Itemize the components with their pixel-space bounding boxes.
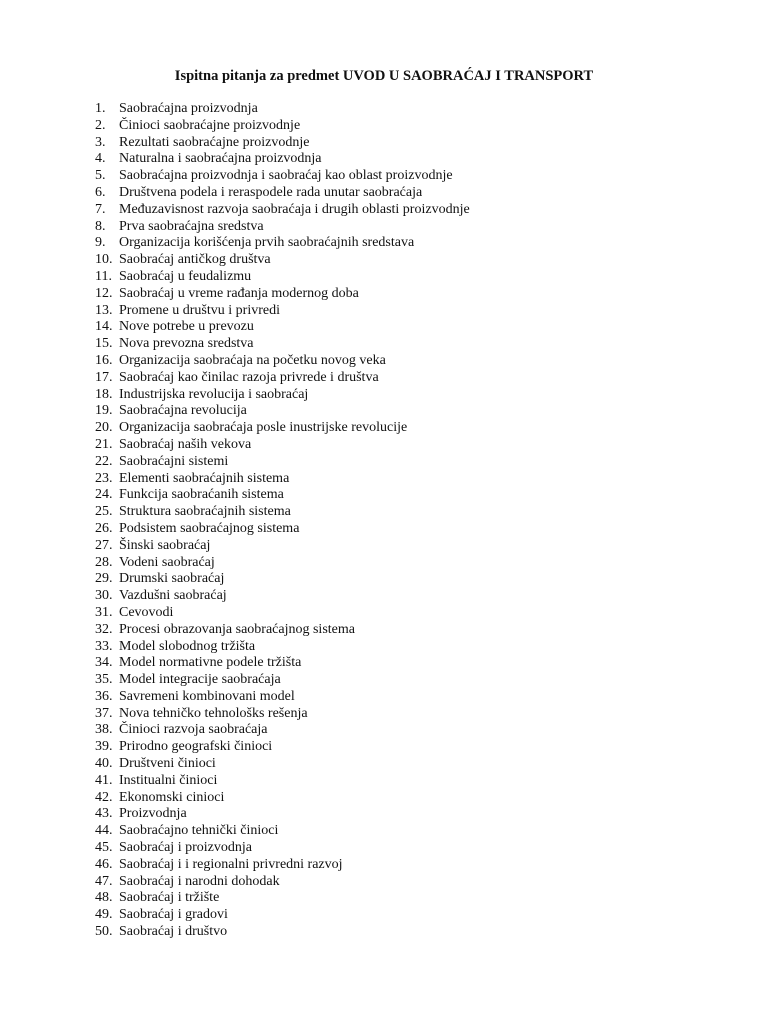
question-number: 35.: [95, 672, 113, 688]
list-item: [95, 454, 470, 471]
question-text: Elementi saobraćajnih sistema: [119, 470, 290, 486]
question-text: Nova tehničko tehnološks rešenja: [119, 705, 308, 721]
question-text: Društveni činioci: [119, 756, 216, 772]
question-number: 8.: [95, 218, 106, 234]
list-item: [95, 773, 470, 790]
list-item: [95, 303, 470, 320]
question-text: Međuzavisnost razvoja saobraćaja i drugih oblasti proizvodnje: [119, 201, 470, 217]
question-number: 1.: [95, 101, 106, 116]
question-text: Saobraćaj i gradovi: [119, 907, 228, 923]
question-text: Saobraćaj u feudalizmu: [119, 268, 252, 284]
question-text: Saobraćajna proizvodnja: [119, 101, 258, 116]
question-number: 47.: [95, 873, 113, 889]
list-item: [95, 823, 470, 840]
list-item: [95, 387, 470, 404]
question-text: Model integracije saobraćaja: [119, 672, 281, 688]
list-item: [95, 890, 470, 907]
question-text: Procesi obrazovanja saobraćajnog sistema: [119, 621, 355, 637]
list-item: [95, 622, 470, 639]
question-number: 26.: [95, 520, 113, 536]
list-item: [95, 403, 470, 420]
question-number: 34.: [95, 655, 113, 671]
question-text: Saobraćaj i tržište: [119, 890, 220, 906]
list-item: [95, 252, 470, 269]
question-text: Industrijska revolucija i saobraćaj: [119, 386, 309, 402]
list-item: [95, 521, 470, 538]
list-item: [95, 336, 470, 353]
list-item: [95, 168, 470, 185]
question-number: 24.: [95, 487, 113, 503]
list-item: [95, 185, 470, 202]
list-item: [95, 151, 470, 168]
question-number: 41.: [95, 772, 113, 788]
question-text: Promene u društvu i privredi: [119, 302, 280, 318]
question-number: 19.: [95, 403, 113, 419]
question-number: 20.: [95, 420, 113, 436]
question-text: Struktura saobraćajnih sistema: [119, 504, 291, 520]
list-item: [95, 806, 470, 823]
question-text: Rezultati saobraćajne proizvodnje: [119, 134, 310, 150]
list-item: [95, 924, 470, 941]
list-item: [95, 504, 470, 521]
list-item: [95, 672, 470, 689]
question-number: 49.: [95, 907, 113, 923]
question-number: 43.: [95, 806, 113, 822]
list-item: [95, 319, 470, 336]
question-number: 28.: [95, 554, 113, 570]
question-text: Saobraćaj i narodni dohodak: [119, 873, 280, 889]
question-text: Podsistem saobraćajnog sistema: [119, 520, 300, 536]
question-text: Organizacija korišćenja prvih saobraćajnih sredstava: [119, 235, 415, 251]
question-number: 33.: [95, 638, 113, 654]
question-text: Model slobodnog tržišta: [119, 638, 256, 654]
list-item: [95, 739, 470, 756]
question-text: Saobraćajna proizvodnja i saobraćaj kao oblast proizvodnje: [119, 168, 453, 184]
list-item: [95, 655, 470, 672]
list-item: [95, 370, 470, 387]
question-text: Nova prevozna sredstva: [119, 336, 254, 352]
question-text: Vodeni saobraćaj: [119, 554, 215, 570]
question-number: 29.: [95, 571, 113, 587]
list-item: [95, 588, 470, 605]
question-text: Model normativne podele tržišta: [119, 655, 302, 671]
list-item: [95, 571, 470, 588]
question-number: 16.: [95, 352, 113, 368]
question-text: Saobraćaj i proizvodnja: [119, 840, 252, 856]
list-item: [95, 857, 470, 874]
question-text: Funkcija saobraćanih sistema: [119, 487, 284, 503]
list-item: [95, 269, 470, 286]
question-text: Saobraćaj i i regionalni privredni razvoj: [119, 856, 343, 872]
question-text: Činioci saobraćajne proizvodnje: [119, 117, 301, 133]
question-text: Organizacija saobraćaja posle inustrijske revolucije: [119, 420, 408, 436]
list-item: [95, 756, 470, 773]
question-text: Saobraćaj u vreme rađanja modernog doba: [119, 285, 359, 301]
question-text: Savremeni kombinovani model: [119, 688, 295, 704]
question-number: 23.: [95, 470, 113, 486]
question-number: 10.: [95, 252, 113, 268]
question-number: 17.: [95, 369, 113, 385]
question-text: Prirodno geografski činioci: [119, 739, 273, 755]
list-item: [95, 555, 470, 572]
question-number: 2.: [95, 117, 106, 133]
list-item: [95, 353, 470, 370]
list-item: [95, 840, 470, 857]
question-text: Šinski saobraćaj: [119, 537, 211, 553]
list-item: [95, 420, 470, 437]
question-number: 40.: [95, 756, 113, 772]
list-item: [95, 235, 470, 252]
question-text: Proizvodnja: [119, 806, 187, 822]
question-number: 14.: [95, 319, 113, 335]
question-text: Saobraćajni sistemi: [119, 453, 229, 469]
question-text: Saobraćajna revolucija: [119, 403, 247, 419]
question-text: Društvena podela i reraspodele rada unutar saobraćaja: [119, 184, 423, 200]
question-text: Saobraćaj kao činilac razoja privrede i društva: [119, 369, 379, 385]
question-number: 31.: [95, 604, 113, 620]
question-list: [95, 101, 470, 941]
question-number: 44.: [95, 823, 113, 839]
question-number: 3.: [95, 134, 106, 150]
question-text: Saobraćaj antičkog društva: [119, 252, 271, 268]
question-number: 42.: [95, 789, 113, 805]
list-item: [95, 487, 470, 504]
list-item: [95, 135, 470, 152]
question-text: Cevovodi: [119, 604, 174, 620]
question-number: 38.: [95, 722, 113, 738]
question-number: 7.: [95, 201, 106, 217]
question-text: Ekonomski cinioci: [119, 789, 225, 805]
question-text: Prva saobraćajna sredstva: [119, 218, 264, 234]
list-item: [95, 689, 470, 706]
question-text: Saobraćajno tehnički činioci: [119, 823, 279, 839]
list-item: [95, 437, 470, 454]
question-text: Saobraćaj i društvo: [119, 924, 228, 940]
question-number: 13.: [95, 302, 113, 318]
list-item: [95, 790, 470, 807]
list-item: [95, 874, 470, 891]
list-item: [95, 286, 470, 303]
list-item: [95, 219, 470, 236]
question-text: Naturalna i saobraćajna proizvodnja: [119, 151, 322, 167]
question-number: 27.: [95, 537, 113, 553]
question-text: Nove potrebe u prevozu: [119, 319, 254, 335]
question-number: 45.: [95, 840, 113, 856]
question-number: 9.: [95, 235, 106, 251]
question-number: 39.: [95, 739, 113, 755]
list-item: [95, 907, 470, 924]
question-text: Institualni činioci: [119, 772, 218, 788]
list-item: [95, 118, 470, 135]
question-text: Drumski saobraćaj: [119, 571, 225, 587]
question-number: 50.: [95, 924, 113, 940]
question-number: 22.: [95, 453, 113, 469]
question-number: 12.: [95, 285, 113, 301]
list-item: [95, 706, 470, 723]
question-number: 5.: [95, 168, 106, 184]
list-item: [95, 471, 470, 488]
question-number: 15.: [95, 336, 113, 352]
list-item: [95, 202, 470, 219]
question-number: 32.: [95, 621, 113, 637]
question-number: 18.: [95, 386, 113, 402]
question-number: 25.: [95, 504, 113, 520]
question-text: Činioci razvoja saobraćaja: [119, 722, 268, 738]
document-title: Ispitna pitanja za predmet UVOD U SAOBRAĆAJ I TRANSPORT: [174, 68, 594, 84]
list-item: [95, 605, 470, 622]
question-number: 46.: [95, 856, 113, 872]
question-number: 37.: [95, 705, 113, 721]
question-text: Vazdušni saobraćaj: [119, 588, 227, 604]
list-item: [95, 538, 470, 555]
question-number: 6.: [95, 184, 106, 200]
list-item: [95, 101, 470, 118]
question-number: 11.: [95, 268, 112, 284]
question-text: Saobraćaj naših vekova: [119, 436, 252, 452]
list-item: [95, 639, 470, 656]
question-text: Organizacija saobraćaja na početku novog veka: [119, 352, 386, 368]
question-number: 36.: [95, 688, 113, 704]
question-number: 48.: [95, 890, 113, 906]
list-item: [95, 722, 470, 739]
question-number: 21.: [95, 436, 113, 452]
question-number: 4.: [95, 151, 106, 167]
question-number: 30.: [95, 588, 113, 604]
